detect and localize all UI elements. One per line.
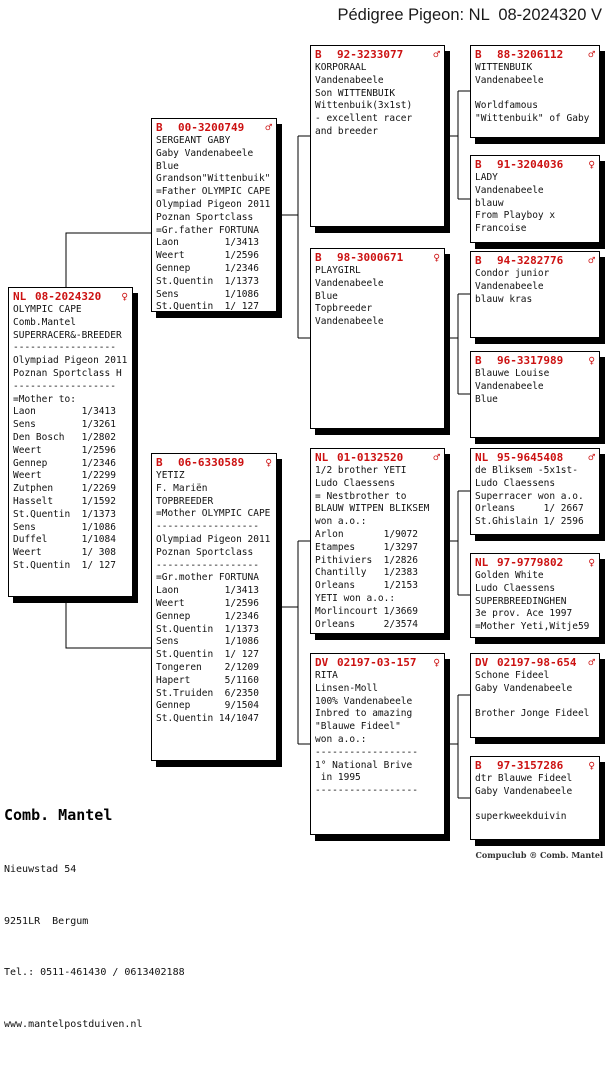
text-line: Poznan Sportclass: [156, 211, 254, 223]
country-code: B: [475, 254, 482, 267]
text-line: Vandenabeele: [315, 316, 384, 328]
ring-number: 02197-98-654: [497, 656, 577, 669]
text-line: Vandenabeele: [475, 280, 544, 292]
country-code: B: [156, 121, 163, 134]
text-line: ------------------: [156, 559, 259, 571]
text-line: blauw: [475, 197, 504, 209]
pedigree-box-dam: [151, 453, 277, 761]
text-line: Laon 1/3413: [13, 406, 116, 418]
text-line: [475, 799, 595, 812]
ring-number: 92-3233077: [337, 48, 404, 61]
ring-header: [156, 456, 272, 470]
text-line: Poznan Sportclass: [156, 546, 254, 558]
text-line: St.Quentin 1/ 127: [156, 301, 259, 313]
text-line: =Father OLYMPIC CAPE: [156, 186, 271, 198]
text-line: Wittenbuik(3x1st): [315, 100, 413, 112]
pedigree-box-body: [156, 135, 272, 314]
text-line: Weert 1/2596: [156, 250, 259, 262]
text-line: Linsen-Moll: [315, 682, 378, 694]
text-line: ------------------: [315, 746, 418, 758]
text-line: Laon 1/3413: [156, 237, 259, 249]
pedigree-box-body: [475, 368, 595, 406]
text-line: Vandenabeele: [315, 277, 384, 289]
male-symbol-icon: ♂: [588, 254, 595, 267]
text-line: TOPBREEDER: [156, 495, 214, 507]
text-line: Brother Jonge Fideel: [475, 708, 590, 720]
country-code: B: [475, 158, 482, 171]
text-line: From Playboy x: [475, 210, 556, 222]
text-line: Blue: [156, 160, 179, 172]
text-line: Schone Fideel: [475, 670, 550, 681]
pedigree-box-dam-sire-sire: [470, 448, 600, 535]
text-line: Gennep 9/1504: [156, 700, 259, 712]
text-line: Blauwe Louise: [475, 368, 550, 379]
text-line: St.Truiden 6/2350: [156, 687, 259, 699]
country-code: NL: [315, 451, 329, 464]
text-line: 3e prov. Ace 1997: [475, 608, 573, 620]
ring-number: 97-3157286: [497, 759, 564, 772]
text-line: St.Quentin 1/1373: [156, 623, 259, 635]
text-line: Son WITTENBUIK: [315, 87, 396, 99]
text-line: Hasselt 1/1592: [13, 495, 116, 507]
pedigree-box-dam-sire-dam: [470, 553, 600, 638]
text-line: SUPERBREEDINGHEN: [475, 595, 567, 607]
pedigree-box-sire-sire: [310, 45, 445, 227]
pedigree-box-body: [475, 570, 595, 634]
page-title: Pédigree Pigeon: NL 08-2024320 V: [337, 6, 602, 24]
text-line: Orleans 2/3574: [315, 618, 418, 630]
text-line: Laon 1/3413: [156, 585, 259, 597]
text-line: Poznan Sportclass H: [13, 367, 122, 379]
ring-header: [315, 251, 440, 265]
text-line: LADY: [475, 172, 498, 183]
pedigree-box-body: [475, 62, 595, 126]
text-line: Worldfamous: [475, 100, 538, 112]
text-line: ------------------: [156, 521, 259, 533]
text-line: =Gr.mother FORTUNA: [156, 572, 259, 584]
ring-header: [315, 48, 440, 62]
pedigree-box-body: [156, 470, 272, 726]
text-line: Vandenabeele: [475, 184, 544, 196]
text-line: SUPERRACER&-BREEDER: [13, 329, 122, 341]
text-line: Den Bosch 1/2802: [13, 431, 116, 443]
ring-header: [475, 48, 595, 62]
text-line: Sens 1/1086: [156, 288, 259, 300]
text-line: dtr Blauwe Fideel: [475, 773, 573, 784]
text-line: St.Quentin 1/ 127: [13, 559, 116, 571]
pedigree-box-body: [475, 172, 595, 236]
female-symbol-icon: ♀: [588, 158, 595, 171]
country-code: DV: [475, 656, 489, 669]
pedigree-box-body: [475, 465, 595, 529]
pedigree-box-body: [315, 465, 440, 631]
text-line: Vandenabeele: [475, 74, 544, 86]
male-symbol-icon: ♂: [588, 451, 595, 464]
text-line: blauw kras: [475, 293, 533, 305]
text-line: Duffel 1/1084: [13, 534, 116, 546]
country-code: B: [475, 354, 482, 367]
text-line: KORPORAAL: [315, 62, 367, 73]
country-code: NL: [475, 556, 489, 569]
pedigree-box-body: [475, 773, 595, 824]
pedigree-box-body: [475, 268, 595, 306]
text-line: Pithiviers 1/2826: [315, 554, 418, 566]
text-line: Gennep 1/2346: [156, 262, 259, 274]
pedigree-box-sire-sire-dam: [470, 155, 600, 243]
text-line: "Blauwe Fideel": [315, 721, 401, 733]
text-line: Olympiad Pigeon 2011: [13, 355, 128, 367]
pedigree-box-sire-dam: [310, 248, 445, 429]
female-symbol-icon: ♀: [433, 656, 440, 669]
text-line: Morlincourt 1/3669: [315, 605, 418, 617]
country-code: B: [475, 759, 482, 772]
text-line: Ludo Claessens: [315, 477, 396, 489]
text-line: SERGEANT GABY: [156, 135, 231, 146]
text-line: Zutphen 1/2269: [13, 483, 116, 495]
compuclub-credit: Compuclub ® Comb. Mantel: [475, 850, 603, 860]
text-line: =Mother to:: [13, 393, 76, 405]
ring-number: 97-9779802: [497, 556, 564, 569]
text-line: and breeder: [315, 125, 378, 137]
text-line: - excellent racer: [315, 113, 413, 125]
ring-header: [475, 656, 595, 670]
pedigree-box-body: [315, 670, 440, 798]
text-line: Blue: [475, 393, 498, 405]
text-line: =Gr.father FORTUNA: [156, 224, 259, 236]
text-line: Hapert 5/1160: [156, 674, 259, 686]
text-line: Sens 1/1086: [156, 636, 259, 648]
country-code: B: [475, 48, 482, 61]
female-symbol-icon: ♀: [588, 556, 595, 569]
text-line: YETIZ: [156, 470, 185, 481]
text-line: = Nestbrother to: [315, 490, 407, 502]
text-line: Topbreeder: [315, 303, 373, 315]
text-line: Ludo Claessens: [475, 582, 556, 594]
text-line: Weert 1/2299: [13, 470, 116, 482]
text-line: =Mother OLYMPIC CAPE: [156, 508, 271, 520]
text-line: Condor junior: [475, 268, 550, 279]
ring-header: [475, 451, 595, 465]
country-code: DV: [315, 656, 329, 669]
female-symbol-icon: ♀: [265, 456, 272, 469]
text-line: Francoise: [475, 223, 527, 235]
ring-header: [475, 556, 595, 570]
text-line: Gaby Vandenabeele: [156, 147, 254, 159]
ring-header: [475, 354, 595, 368]
text-line: Orleans 1/2153: [315, 580, 418, 592]
text-line: BLAUW WITPEN BLIKSEM: [315, 503, 430, 515]
text-line: Gennep 1/2346: [156, 610, 259, 622]
pedigree-box-dam-dam-dam: [470, 756, 600, 840]
text-line: Chantilly 1/2383: [315, 567, 418, 579]
female-symbol-icon: ♀: [588, 354, 595, 367]
ring-header: [475, 158, 595, 172]
text-line: Grandson"Wittenbuik": [156, 173, 271, 185]
text-line: Gaby Vandenabeele: [475, 682, 573, 694]
ring-number: 96-3317989: [497, 354, 564, 367]
ring-number: 02197-03-157: [337, 656, 417, 669]
text-line: PLAYGIRL: [315, 265, 361, 276]
text-line: 1/2 brother YETI: [315, 465, 407, 476]
pedigree-box-sire: [151, 118, 277, 312]
male-symbol-icon: ♂: [433, 48, 440, 61]
text-line: 100% Vandenabeele: [315, 695, 413, 707]
ring-number: 95-9645408: [497, 451, 564, 464]
ring-number: 91-3204036: [497, 158, 564, 171]
text-line: Weert 1/ 308: [13, 547, 116, 559]
text-line: Sens 1/1086: [13, 521, 116, 533]
text-line: superkweekduivin: [475, 811, 567, 823]
country-code: B: [315, 48, 322, 61]
text-line: Olympiad Pigeon 2011: [156, 198, 271, 210]
country-code: NL: [13, 290, 27, 303]
text-line: [475, 88, 595, 101]
text-line: Tongeren 2/1209: [156, 661, 259, 673]
pedigree-box-sire-dam-dam: [470, 351, 600, 438]
text-line: Orleans 1/ 2667: [475, 503, 584, 515]
text-line: Olympiad Pigeon 2011: [156, 533, 271, 545]
text-line: Sens 1/3261: [13, 419, 116, 431]
ring-number: 98-3000671: [337, 251, 404, 264]
text-line: Comb.Mantel: [13, 316, 76, 328]
text-line: Vandenabeele: [475, 380, 544, 392]
ring-number: 88-3206112: [497, 48, 564, 61]
text-line: Golden White: [475, 570, 544, 581]
text-line: ------------------: [13, 380, 116, 392]
ring-header: [315, 451, 440, 465]
text-line: Blue: [315, 290, 338, 302]
text-line: ------------------: [13, 342, 116, 354]
pedigree-box-body: [315, 62, 440, 139]
text-line: in 1995: [315, 772, 361, 784]
text-line: St.Quentin 1/ 127: [156, 649, 259, 661]
text-line: [475, 696, 595, 709]
female-symbol-icon: ♀: [433, 251, 440, 264]
text-line: 1° National Brive: [315, 759, 413, 771]
pedigree-box-sire-sire-sire: [470, 45, 600, 138]
male-symbol-icon: ♂: [588, 656, 595, 669]
text-line: St.Quentin 14/1047: [156, 713, 259, 725]
text-line: won a.o.:: [315, 516, 367, 528]
text-line: Etampes 1/3297: [315, 541, 418, 553]
text-line: Gennep 1/2346: [13, 457, 116, 469]
breeder-street: Nieuwstad 54: [4, 864, 77, 875]
male-symbol-icon: ♂: [433, 451, 440, 464]
text-line: Superracer won a.o.: [475, 490, 584, 502]
text-line: won a.o.:: [315, 733, 367, 745]
text-line: Ludo Claessens: [475, 477, 556, 489]
text-line: RITA: [315, 670, 338, 681]
breeder-city: 9251LR Bergum: [4, 915, 89, 927]
ring-number: 01-0132520: [337, 451, 404, 464]
ring-header: [475, 759, 595, 773]
pedigree-box-subject: [8, 287, 133, 597]
ring-header: [315, 656, 440, 670]
ring-header: [156, 121, 272, 135]
text-line: F. Mariën: [156, 482, 208, 494]
text-line: St.Ghislain 1/ 2596: [475, 516, 584, 528]
country-code: NL: [475, 451, 489, 464]
ring-number: 06-6330589: [178, 456, 245, 469]
ring-header: [13, 290, 128, 304]
breeder-name: Comb. Mantel: [4, 806, 113, 824]
pedigree-box-body: [315, 265, 440, 329]
male-symbol-icon: ♂: [265, 121, 272, 134]
female-symbol-icon: ♀: [588, 759, 595, 772]
text-line: ------------------: [315, 785, 418, 797]
text-line: Arlon 1/9072: [315, 528, 418, 540]
pedigree-box-dam-dam: [310, 653, 445, 835]
text-line: OLYMPIC CAPE: [13, 304, 82, 315]
ring-number: 00-3200749: [178, 121, 245, 134]
text-line: "Wittenbuik" of Gaby: [475, 113, 590, 125]
pedigree-box-body: [13, 304, 128, 573]
pedigree-box-dam-sire: [310, 448, 445, 634]
text-line: Weert 1/2596: [13, 444, 116, 456]
breeder-website: www.mantelpostduiven.nl: [4, 1018, 143, 1030]
text-line: Gaby Vandenabeele: [475, 785, 573, 797]
text-line: Weert 1/2596: [156, 597, 259, 609]
text-line: St.Quentin 1/1373: [156, 275, 259, 287]
pedigree-box-dam-dam-sire: [470, 653, 600, 738]
text-line: =Mother Yeti,Witje59: [475, 621, 590, 633]
pedigree-box-sire-dam-sire: [470, 251, 600, 338]
text-line: YETI won a.o.:: [315, 592, 396, 604]
ring-header: [475, 254, 595, 268]
country-code: B: [315, 251, 322, 264]
male-symbol-icon: ♂: [588, 48, 595, 61]
ring-number: 08-2024320: [35, 290, 102, 303]
text-line: Inbred to amazing: [315, 708, 413, 720]
pedigree-box-body: [475, 670, 595, 721]
country-code: B: [156, 456, 163, 469]
breeder-block: [4, 768, 185, 1069]
ring-number: 94-3282776: [497, 254, 564, 267]
text-line: Vandenabeele: [315, 74, 384, 86]
text-line: de Bliksem -5x1st-: [475, 465, 578, 476]
female-symbol-icon: ♀: [121, 290, 128, 303]
breeder-phone: Tel.: 0511-461430 / 0613402188: [4, 967, 185, 978]
text-line: St.Quentin 1/1373: [13, 508, 116, 520]
text-line: WITTENBUIK: [475, 62, 533, 73]
